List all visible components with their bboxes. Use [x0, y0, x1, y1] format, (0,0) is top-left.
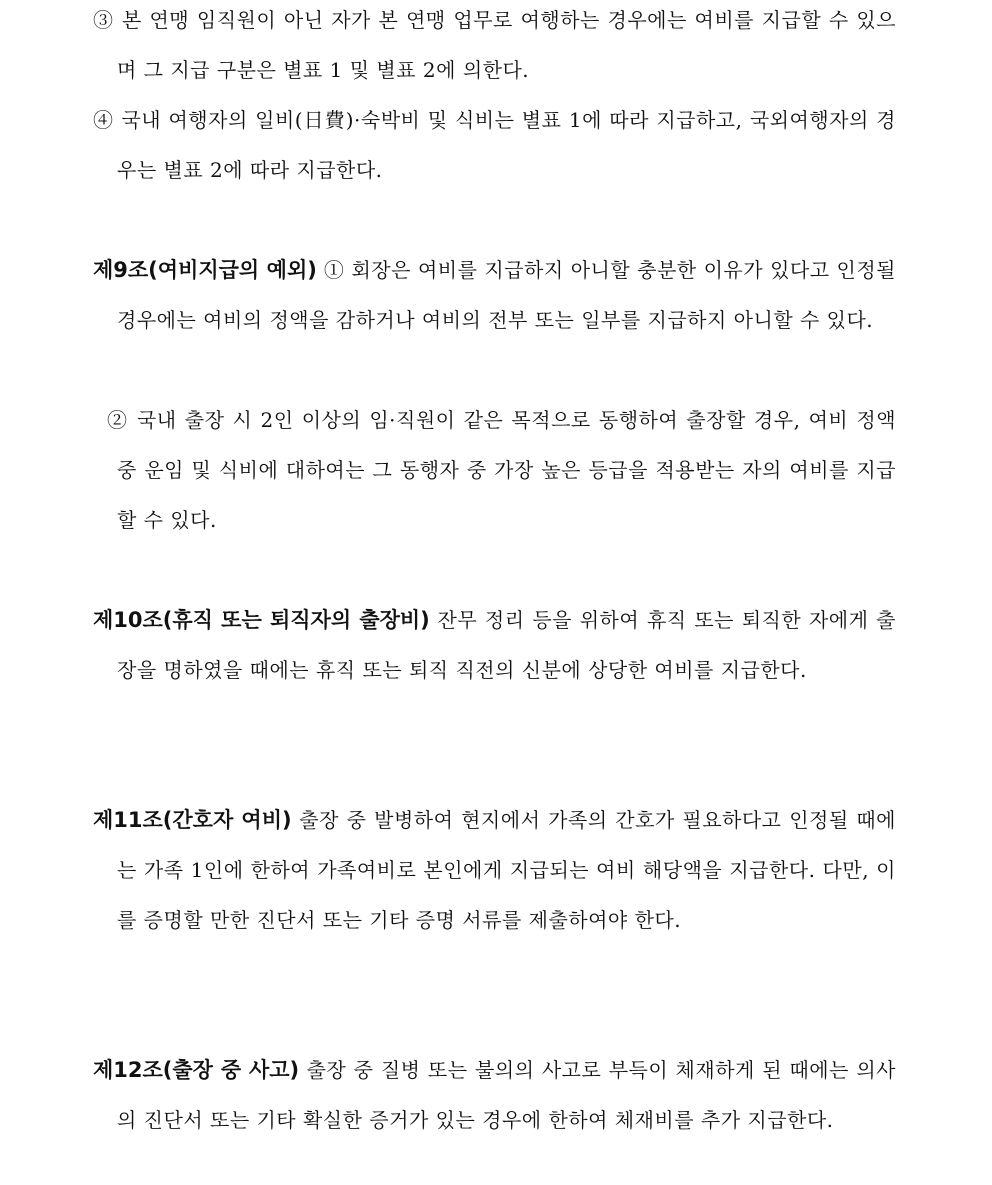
clause-text: ① 회장은 여비를 지급하지 아니할 충분한 이유가 있다고 인정될 경우에는 여비의 정액을 감하거나 여비의 전부 또는 일부를 지급하지 아니할 수 있다.	[117, 258, 896, 332]
item-number: ③	[93, 8, 115, 32]
clause-8-item-4	[93, 95, 896, 195]
item-number: ④	[93, 108, 115, 132]
clause-9-item-2	[93, 395, 896, 545]
item-number: ②	[107, 408, 129, 432]
clause-text: 출장 중 질병 또는 불의의 사고로 부득이 체재하게 된 때에는 의사의 진단서 또는 기타 확실한 증거가 있는 경우에 한하여 체재비를 추가 지급한다.	[117, 1058, 896, 1132]
article-heading: 제11조(간호자 여비)	[93, 808, 292, 832]
clause-text: 출장 중 발병하여 현지에서 가족의 간호가 필요하다고 인정될 때에는 가족 1인에 한하여 가족여비로 본인에게 지급되는 여비 해당액을 지급한다. 다만, 이를 증명할 만한 진단서 또는 기타 증명 서류를 제출하여야 한다.	[117, 808, 896, 932]
article-heading: 제9조(여비지급의 예외)	[93, 258, 317, 282]
clause-text: 본 연맹 임직원이 아닌 자가 본 연맹 업무로 여행하는 경우에는 여비를 지급할 수 있으며 그 지급 구분은 별표 1 및 별표 2에 의한다.	[114, 8, 896, 82]
clause-text: 국내 여행자의 일비(日費)·숙박비 및 식비는 별표 1에 따라 지급하고, 국외여행자의 경우는 별표 2에 따라 지급한다.	[114, 108, 896, 182]
clause-11	[93, 795, 896, 945]
clause-10	[93, 595, 896, 695]
clause-12	[93, 1045, 896, 1145]
clause-9	[93, 245, 896, 345]
clause-text: 국내 출장 시 2인 이상의 임·직원이 같은 목적으로 동행하여 출장할 경우, 여비 정액 중 운임 및 식비에 대하여는 그 동행자 중 가장 높은 등급을 적용받는 자의 여비를 지급할 수 있다.	[117, 408, 897, 532]
clause-8-item-3	[93, 0, 896, 95]
clause-text: 잔무 정리 등을 위하여 휴직 또는 퇴직한 자에게 출장을 명하였을 때에는 휴직 또는 퇴직 직전의 신분에 상당한 여비를 지급한다.	[117, 608, 896, 682]
article-heading: 제10조(휴직 또는 퇴직자의 출장비)	[93, 608, 430, 632]
article-heading: 제12조(출장 중 사고)	[93, 1058, 300, 1082]
